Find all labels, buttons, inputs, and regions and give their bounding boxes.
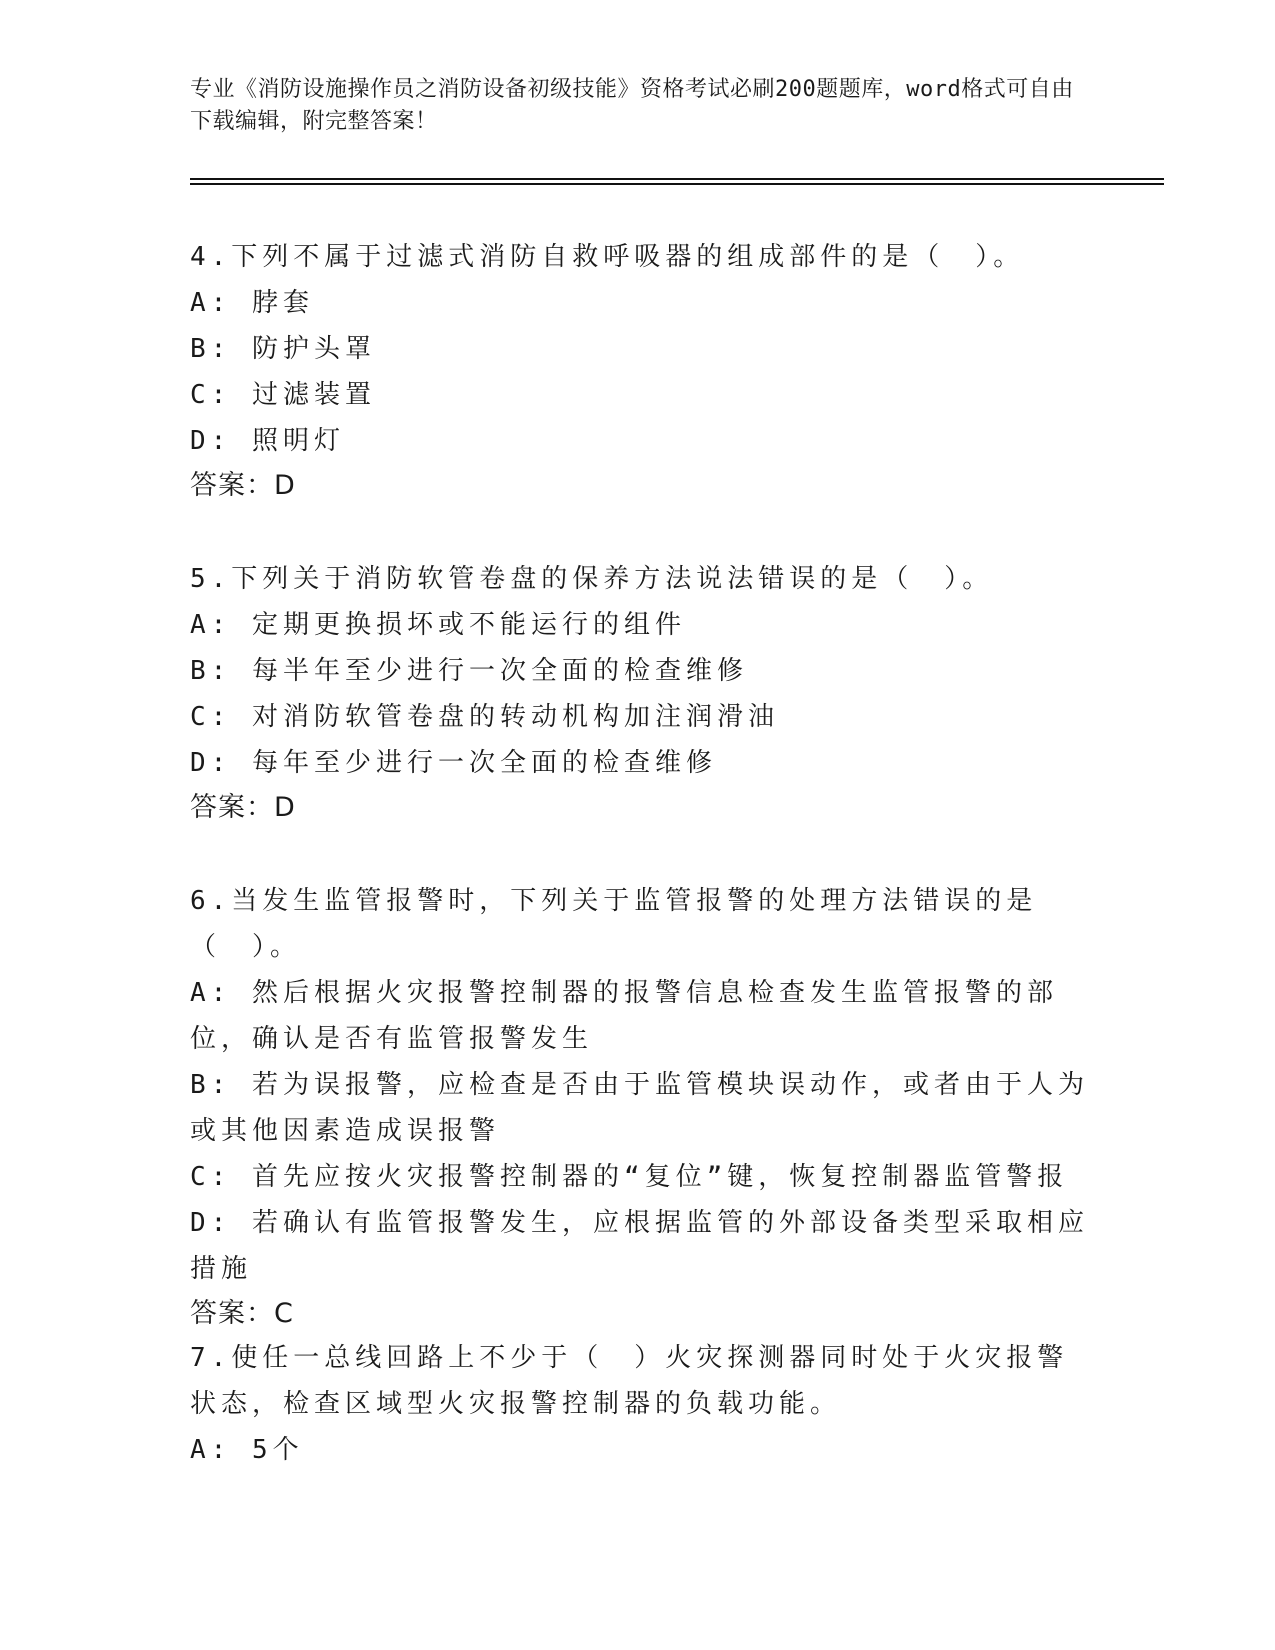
question-7	[190, 1335, 1090, 1473]
answer-label: 答案：D	[190, 792, 296, 823]
question-6	[190, 878, 1090, 1336]
option-a: A: 然后根据火灾报警控制器的报警信息检查发生监管报警的部位，确认是否有监管报警发生	[190, 978, 1058, 1054]
option-b: B: 若为误报警，应检查是否由于监管模块误动作，或者由于人为或其他因素造成误报警	[190, 1070, 1089, 1146]
option-d: D: 照明灯	[190, 426, 345, 456]
question-5	[190, 556, 1090, 830]
option-a: A: 脖套	[190, 288, 314, 318]
header-divider-bottom	[190, 183, 1164, 185]
document-header: 专业《消防设施操作员之消防设备初级技能》资格考试必刷200题题库，word格式可自由下载编辑，附完整答案！	[190, 77, 1074, 134]
option-d: D: 若确认有监管报警发生，应根据监管的外部设备类型采取相应措施	[190, 1208, 1089, 1284]
option-c: C: 过滤装置	[190, 380, 376, 410]
header-divider-top	[190, 178, 1164, 180]
question-4	[190, 234, 1090, 508]
option-d: D: 每年至少进行一次全面的检查维修	[190, 748, 717, 778]
answer-label: 答案：D	[190, 470, 296, 501]
option-b: B: 每半年至少进行一次全面的检查维修	[190, 656, 748, 686]
question-stem: 5.下列关于消防软管卷盘的保养方法说法错误的是（ ）。	[190, 564, 994, 594]
question-stem: 6.当发生监管报警时，下列关于监管报警的处理方法错误的是（ ）。	[190, 886, 1038, 962]
question-stem: 7.使任一总线回路上不少于（ ）火灾探测器同时处于火灾报警状态，检查区域型火灾报警控制器的负载功能。	[190, 1343, 1069, 1419]
option-c: C: 首先应按火灾报警控制器的“复位”键，恢复控制器监管警报	[190, 1162, 1069, 1192]
option-a: A: 5个	[190, 1435, 304, 1465]
answer-label: 答案：C	[190, 1298, 294, 1329]
option-a: A: 定期更换损坏或不能运行的组件	[190, 610, 686, 640]
option-b: B: 防护头罩	[190, 334, 376, 364]
option-c: C: 对消防软管卷盘的转动机构加注润滑油	[190, 702, 779, 732]
question-stem: 4.下列不属于过滤式消防自救呼吸器的组成部件的是（ ）。	[190, 242, 1025, 272]
